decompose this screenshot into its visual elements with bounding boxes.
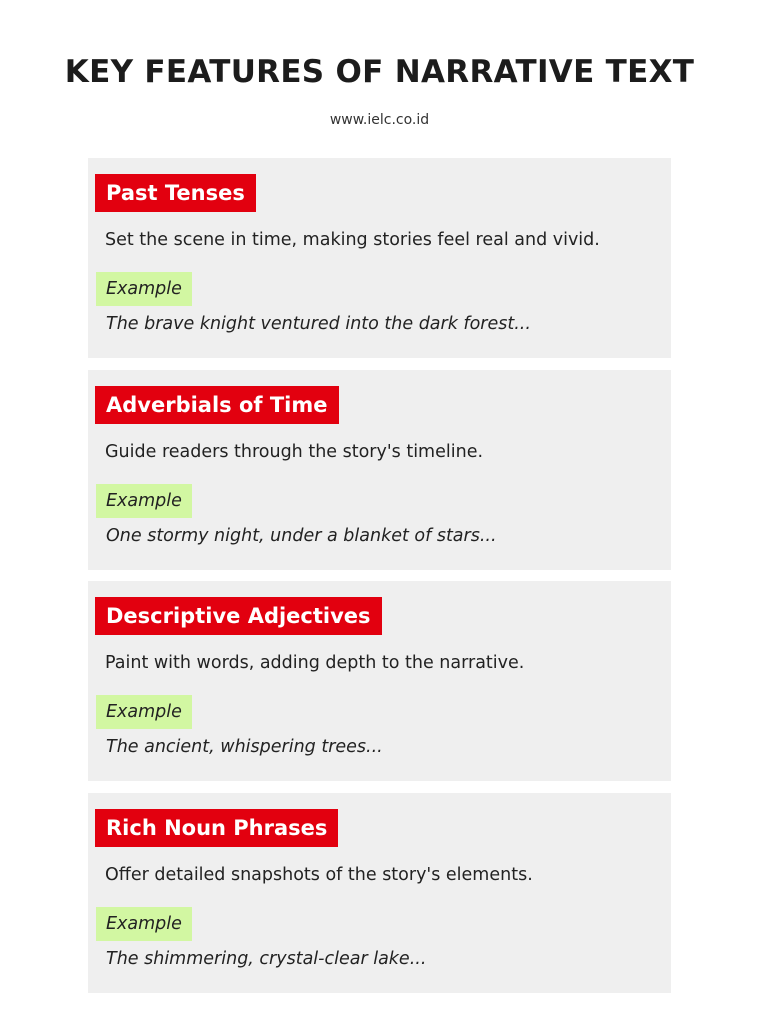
feature-card-descriptive-adjectives bbox=[88, 581, 671, 781]
feature-card-list bbox=[88, 158, 671, 1004]
page-title: KEY FEATURES OF NARRATIVE TEXT bbox=[64, 54, 695, 90]
example-text: The ancient, whispering trees... bbox=[106, 737, 383, 757]
example-text: One stormy night, under a blanket of stars... bbox=[106, 525, 497, 546]
card-heading: Descriptive Adjectives bbox=[95, 597, 382, 635]
example-label: Example bbox=[96, 484, 192, 518]
example-text: The brave knight ventured into the dark forest... bbox=[106, 314, 531, 334]
example-label: Example bbox=[96, 695, 192, 729]
example-text: The shimmering, crystal-clear lake... bbox=[106, 948, 427, 969]
card-heading: Past Tenses bbox=[95, 174, 256, 212]
feature-card-adverbials-of-time bbox=[88, 370, 671, 570]
card-description: Offer detailed snapshots of the story's elements. bbox=[105, 864, 533, 885]
card-description: Guide readers through the story's timeline. bbox=[105, 441, 484, 462]
example-label: Example bbox=[96, 907, 192, 941]
card-heading: Rich Noun Phrases bbox=[95, 809, 338, 847]
card-heading: Adverbials of Time bbox=[95, 386, 339, 424]
card-description: Set the scene in time, making stories feel real and vivid. bbox=[105, 230, 600, 250]
site-url: www.ielc.co.id bbox=[329, 112, 430, 128]
feature-card-rich-noun-phrases bbox=[88, 793, 671, 993]
feature-card-past-tenses bbox=[88, 158, 671, 358]
card-description: Paint with words, adding depth to the narrative. bbox=[105, 653, 525, 673]
example-label: Example bbox=[96, 272, 192, 306]
